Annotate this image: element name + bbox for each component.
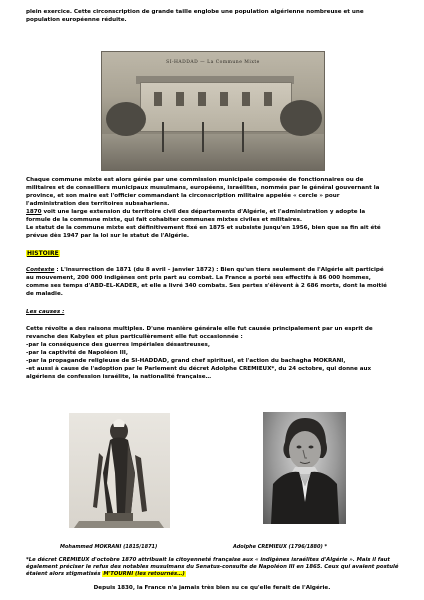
closing-statement: Depuis 1830, la France n'a jamais très bien su ce qu'elle ferait de l'Algérie.: [93, 585, 331, 591]
context-line-4: de maladie.: [26, 291, 63, 297]
para1-line-1: Chaque commune mixte est alors gérée par une commission municipale composée de fonctionnaires ou de: [26, 177, 364, 183]
para1-line-2: militaires et de conseillers municipaux musulmans, européens, israélites, nommés par le général gouvernant la: [26, 185, 380, 191]
causes-line-7: algériens de confession israélite, la nationalité française…: [26, 374, 212, 380]
context-line-3: comme ses temps d'ABD-EL-KADER, et elle a livré 340 combats. Ses pertes s'élèvent à 2 686 morts, dont la moitié: [26, 283, 387, 289]
causes-line-5: -par la propagande religieuse de SI-HADDAD, grand chef spirituel, et l'action du bachagha MOKRANI,: [26, 358, 346, 364]
cremieux-figure: [263, 412, 346, 524]
para1-line-5-text: voit une large extension du territoire civil des départements d'Algérie, et l'administration y adopte la: [41, 209, 366, 215]
photo-window: [264, 92, 272, 106]
causes-line-4: -par la captivité de Napoléon III,: [26, 350, 129, 356]
photo-window: [198, 92, 206, 106]
intro-line-2: population européenne réduite.: [26, 17, 127, 23]
commune-mixte-photo: [101, 51, 325, 171]
causes-line-1: Cette révolte a des raisons multiples. D'une manière générale elle fut causée principalement par un esprit de: [26, 326, 373, 332]
causes-line-2: revanche des Kabyles et plus particulièrement elle fut occasionnée :: [26, 334, 243, 340]
mokrani-portrait: [69, 413, 170, 528]
footnote-line-3-text: étaient alors stigmatisés: [26, 571, 103, 577]
cremieux-portrait: [263, 412, 346, 524]
photo-tree-trunk: [242, 122, 244, 152]
causes-label: Les causes :: [26, 309, 65, 315]
photo-window: [242, 92, 250, 106]
intro-line-1: plein exercice. Cette circonscription de grande taille englobe une population algérienne nombreuse et une: [26, 9, 364, 15]
photo-ground: [102, 134, 324, 170]
photo-tree: [106, 102, 146, 136]
para1-line-5: [26, 209, 365, 216]
para1-line-8: prévue dès 1947 par la loi sur le statut de l'Algérie.: [26, 233, 190, 239]
year-1870: 1870: [26, 209, 42, 215]
caption-cremieux: Adolphe CREMIEUX (1796/1880) *: [233, 544, 328, 550]
caption-mokrani: Mohammed MOKRANI (1815/1871): [60, 544, 158, 550]
causes-line-3: -par la conséquence des guerres impériales désastreuses,: [26, 342, 210, 348]
para1-line-6: formule de la commune mixte, qui fait cohabiter communes mixtes civiles et militaires.: [26, 217, 303, 223]
para1-line-3: province, et son maire est l'officier commandant la circonscription militaire appelée « cercle » pour: [26, 193, 340, 199]
para1-line-4: l'administration des territoires subsahariens.: [26, 201, 170, 207]
context-label: Contexte: [26, 267, 55, 273]
heading-highlight: HISTOIRE: [27, 250, 59, 257]
mokrani-figure: [69, 413, 170, 528]
footnote-line-2: également préciser le refus des notables musulmans du Senatus-consulte de Napoléon III en 1865. Ceux qui avaient postulé: [26, 564, 399, 570]
section-heading: [26, 250, 60, 257]
context-line-1: [26, 267, 384, 274]
photo-tree-trunk: [162, 122, 164, 152]
mtourni-highlight: M'TOURNI (les retournés…): [103, 571, 185, 577]
photo-window: [220, 92, 228, 106]
context-line-1-text: : L'insurrection de 1871 (du 8 avril – janvier 1872) : Bien qu'un tiers seulement de l'Algérie ait participé: [54, 267, 384, 273]
photo-tree: [280, 100, 322, 136]
photo-window: [176, 92, 184, 106]
footnote-line-1: *Le décret CREMIEUX d'octobre 1870 attribuait la citoyenneté française aux « indigènes israélites d'Algérie ». Mais il faut: [26, 557, 390, 563]
photo-caption: SI-HADDAD — La Commune Mixte: [166, 60, 260, 65]
causes-line-6: -et aussi à cause de l'adoption par le Parlement du décret Adolphe CREMIEUX*, du 24 octobre, qui donne aux: [26, 366, 372, 372]
footnote-line-3: [26, 571, 186, 578]
photo-window: [154, 92, 162, 106]
photo-tree-trunk: [202, 122, 204, 152]
para1-line-7: Le statut de la commune mixte est définitivement fixé en 1875 et subsiste jusqu'en 1956, bien que sa fin ait été: [26, 225, 381, 231]
context-line-2: au mouvement, 200 000 indigènes ont pris part au combat. La France a porté ses effectifs à 86 000 hommes,: [26, 275, 371, 281]
